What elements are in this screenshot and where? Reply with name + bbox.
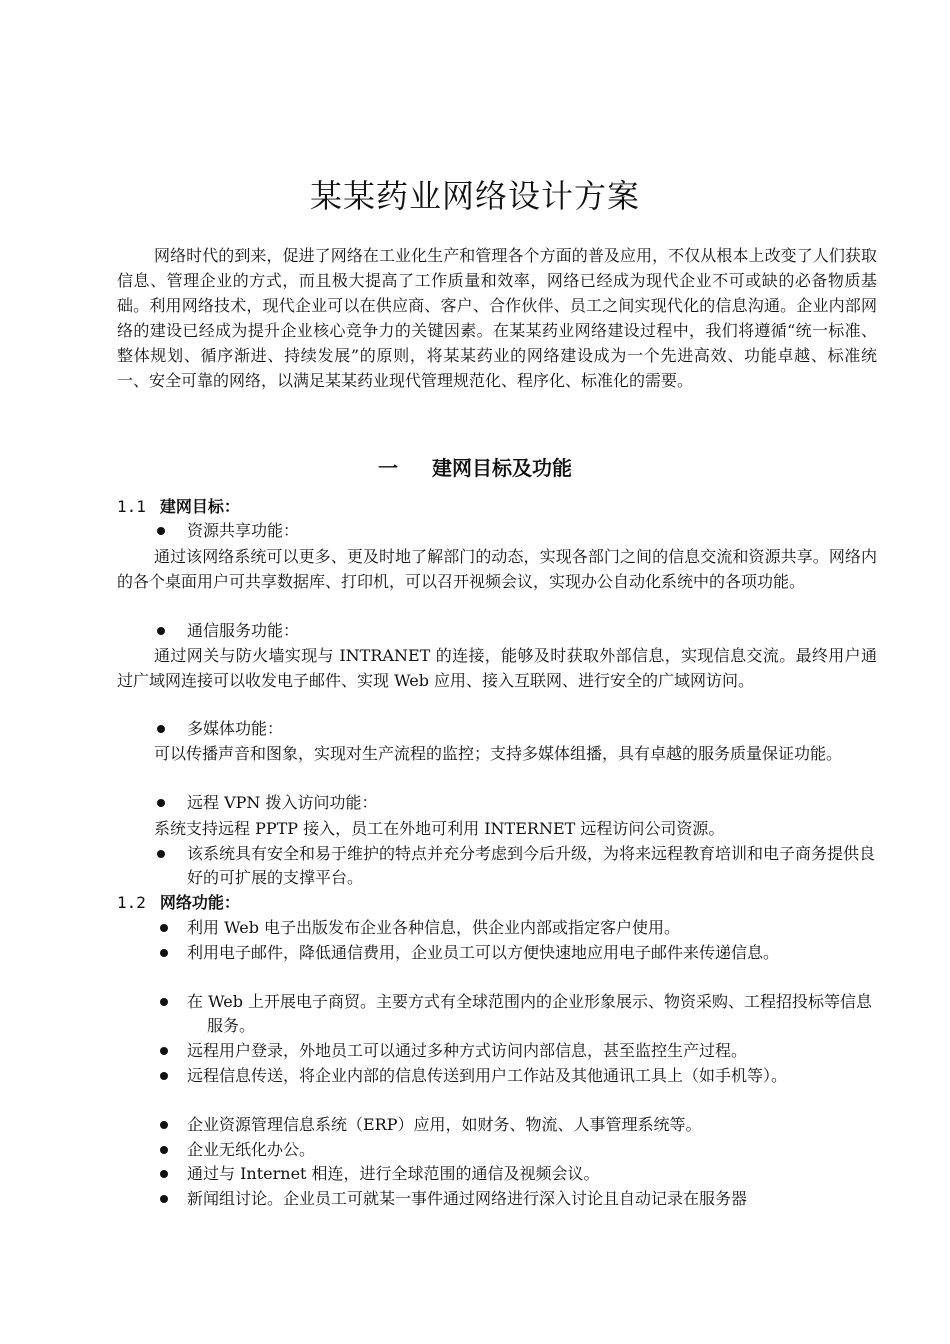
bullet-icon [160, 998, 168, 1006]
bullet-icon [160, 1146, 168, 1154]
bullet-icon [160, 1195, 168, 1203]
subsection-heading-1-2 [117, 891, 240, 915]
list-item [160, 916, 877, 940]
list-item [160, 1187, 877, 1211]
list-item [160, 990, 877, 1038]
list-item [160, 1138, 877, 1162]
bullet-icon [157, 725, 165, 733]
item-head: 多媒体功能： [187, 719, 284, 738]
item-text: 企业资源管理信息系统（ERP）应用，如财务、物流、人事管理系统等。 [187, 1115, 702, 1134]
list-item [160, 1162, 877, 1186]
item-text: 新闻组讨论。企业员工可就某一事件通过网络进行深入讨论且自动记录在服务器 [187, 1189, 748, 1208]
intro-paragraph: 网络时代的到来，促进了网络在工业化生产和管理各个方面的普及应用，不仅从根本上改变了人们获取信息、管理企业的方式，而且极大提高了工作质量和效率，网络已经成为现代企业不可或缺的必备物质基础。利用网络技术，现代企业可以在供应商、客户、合作伙伴、员工之间实现代化的信息沟通。企业内部网络的建设已经成为提升企业核心竞争力的关键因素。在某某药业网络建设过程中，我们将遵循“统一标准、整体规划、循序渐进、持续发展”的原则，将某某药业的网络建设成为一个先进高效、功能卓越、标准统一、安全可靠的网络，以满足某某药业现代管理规范化、程序化、标准化的需要。 [117, 246, 877, 390]
subsection-heading-1-1 [117, 495, 240, 519]
list-item [160, 1039, 877, 1063]
subsection-number: 1.2 [117, 893, 146, 912]
item-text: 在 Web 上开展电子商贸。主要方式有全球范围内的企业形象展示、物资采购、工程招投标等信息服务。 [187, 992, 873, 1035]
subsection-label: 网络功能： [159, 893, 240, 912]
item-text: 远程用户登录，外地员工可以通过多种方式访问内部信息，甚至监控生产过程。 [187, 1041, 748, 1060]
section-label: 建网目标及功能 [432, 456, 572, 480]
bullet-icon [160, 1121, 168, 1129]
bullet-icon [157, 627, 165, 635]
bullet-icon [157, 527, 165, 535]
item-body: 通过网关与防火墙实现与 INTRANET 的连接，能够及时获取外部信息，实现信息交流。最终用户通过广域网连接可以收发电子邮件、实现 Web 应用、接入互联网、进行安全的广域网访问。 [117, 646, 877, 690]
subsection-number: 1.1 [117, 497, 146, 516]
list-item [157, 519, 877, 543]
item-text: 通过与 Internet 相连，进行全球范围的通信及视频会议。 [187, 1164, 600, 1183]
item-head: 通信服务功能： [187, 621, 300, 640]
list-item [160, 941, 877, 965]
list-item [157, 842, 877, 890]
list-item [160, 1064, 877, 1088]
section-number: 一 [378, 456, 398, 480]
item-text: 利用 Web 电子出版发布企业各种信息，供企业内部或指定客户使用。 [187, 918, 681, 937]
subsection-label: 建网目标： [159, 497, 240, 516]
list-item [157, 717, 877, 741]
document-title: 某某药业网络设计方案 [309, 177, 640, 215]
bullet-icon [160, 1072, 168, 1080]
list-item [160, 1113, 877, 1137]
list-item [157, 619, 877, 643]
item-body: 系统支持远程 PPTP 接入，员工在外地可利用 INTERNET 远程访问公司资源。 [154, 819, 725, 838]
item-head: 资源共享功能： [187, 521, 300, 540]
bullet-icon [160, 949, 168, 957]
bullet-icon [157, 850, 165, 858]
bullet-icon [160, 1170, 168, 1178]
item-text: 企业无纸化办公。 [187, 1140, 316, 1159]
section-heading-1 [0, 455, 950, 481]
item-body: 可以传播声音和图象，实现对生产流程的监控；支持多媒体组播，具有卓越的服务质量保证功能。 [154, 744, 843, 763]
item-head: 该系统具有安全和易于维护的特点并充分考虑到今后升级，为将来远程教育培训和电子商务提供良好的可扩展的支撑平台。 [187, 844, 876, 887]
bullet-icon [160, 1047, 168, 1055]
item-text: 利用电子邮件，降低通信费用，企业员工可以方便快速地应用电子邮件来传递信息。 [187, 943, 780, 962]
bullet-icon [157, 799, 165, 807]
item-text: 远程信息传送，将企业内部的信息传送到用户工作站及其他通讯工具上（如手机等）。 [187, 1066, 788, 1085]
item-head: 远程 VPN 拨入访问功能： [187, 793, 378, 812]
bullet-icon [160, 924, 168, 932]
list-item [157, 791, 877, 815]
item-body: 通过该网络系统可以更多、更及时地了解部门的动态，实现各部门之间的信息交流和资源共享。网络内的各个桌面用户可共享数据库、打印机，可以召开视频会议，实现办公自动化系统中的各项功能。 [117, 547, 877, 591]
